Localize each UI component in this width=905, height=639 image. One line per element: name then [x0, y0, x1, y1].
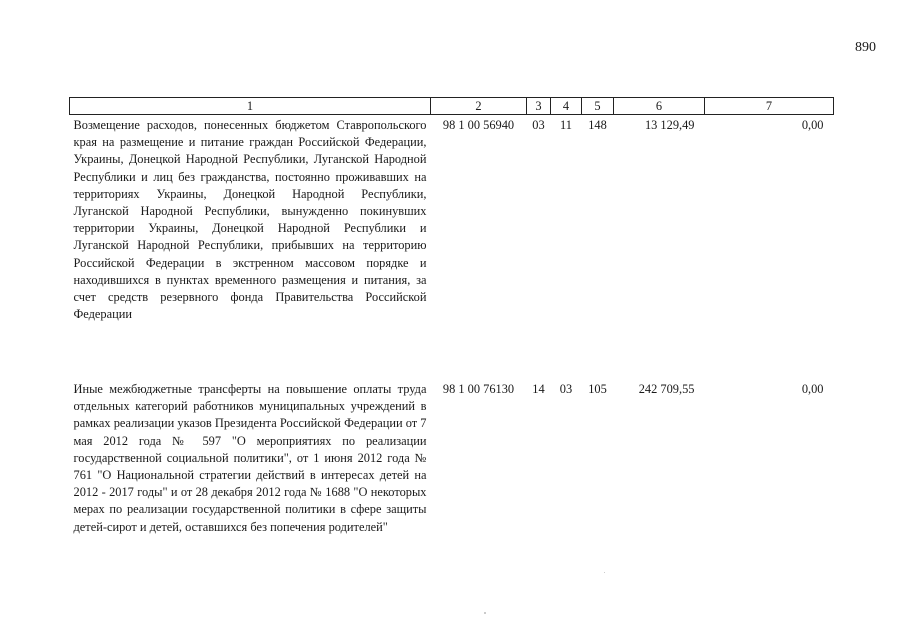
header-col-1: 1 [70, 98, 431, 115]
row-amount-2: 0,00 [801, 382, 824, 396]
header-row [70, 98, 834, 115]
table-header [70, 98, 834, 115]
header-col-2: 2 [431, 98, 527, 115]
row-description: Иные межбюджетные трансферты на повышение оплаты труда отдельных категорий работников муниципальных учреждений в рамках реализации указов Президента Российской Федерации от 7 мая 2012 года № 597 "О мероприятиях по реализации государственной социальной политики", от 1 июня 2012 года № 761 "О Национальной стратегии действий в интересах детей на 2012 - 2017 годы" и от 28 декабря 2012 года № 1688 "О некоторых мерах по реализации государственной политики в сфере защиты детей-сирот и детей, оставшихся без попечения родителей" [73, 382, 427, 534]
header-col-5: 5 [582, 98, 614, 115]
budget-table [69, 97, 834, 571]
row-section: 03 [532, 118, 545, 132]
row-amount: 242 709,55 [638, 382, 695, 396]
row-expense-type: 148 [588, 118, 607, 132]
row-section: 14 [532, 382, 545, 396]
row-code: 98 1 00 76130 [442, 382, 515, 396]
row-subsection: 03 [559, 382, 573, 396]
scan-speck [604, 572, 605, 573]
header-col-3: 3 [527, 98, 551, 115]
header-col-4: 4 [551, 98, 582, 115]
table-row [70, 115, 834, 380]
table-row [70, 379, 834, 571]
row-subsection: 11 [560, 118, 572, 132]
row-amount-2: 0,00 [801, 118, 824, 132]
row-expense-type: 105 [588, 382, 607, 396]
row-amount: 13 129,49 [644, 118, 695, 132]
scan-speck [484, 612, 486, 614]
header-col-7: 7 [705, 98, 834, 115]
page-number: 890 [855, 40, 876, 55]
row-description: Возмещение расходов, понесенных бюджетом Ставропольского края на размещение и питание граждан Российской Федерации, Украины, Донецкой Народной Республики, Луганской Народной Республики и лиц без гражданства, постоянно проживавших на территориях Украины, Донецкой Народной Республики, Луганской Народной Республики, вынужденно покинувших территории Украины, Донецкой Народной Республики и Луганской Народной Республики, прибывших на территорию Российской Федерации в экстренном массовом порядке и находившихся в пунктах временного размещения и питания, за счет средств резервного фонда Правительства Российской Федерации [73, 118, 427, 322]
header-col-6: 6 [614, 98, 705, 115]
row-code: 98 1 00 56940 [442, 118, 515, 132]
